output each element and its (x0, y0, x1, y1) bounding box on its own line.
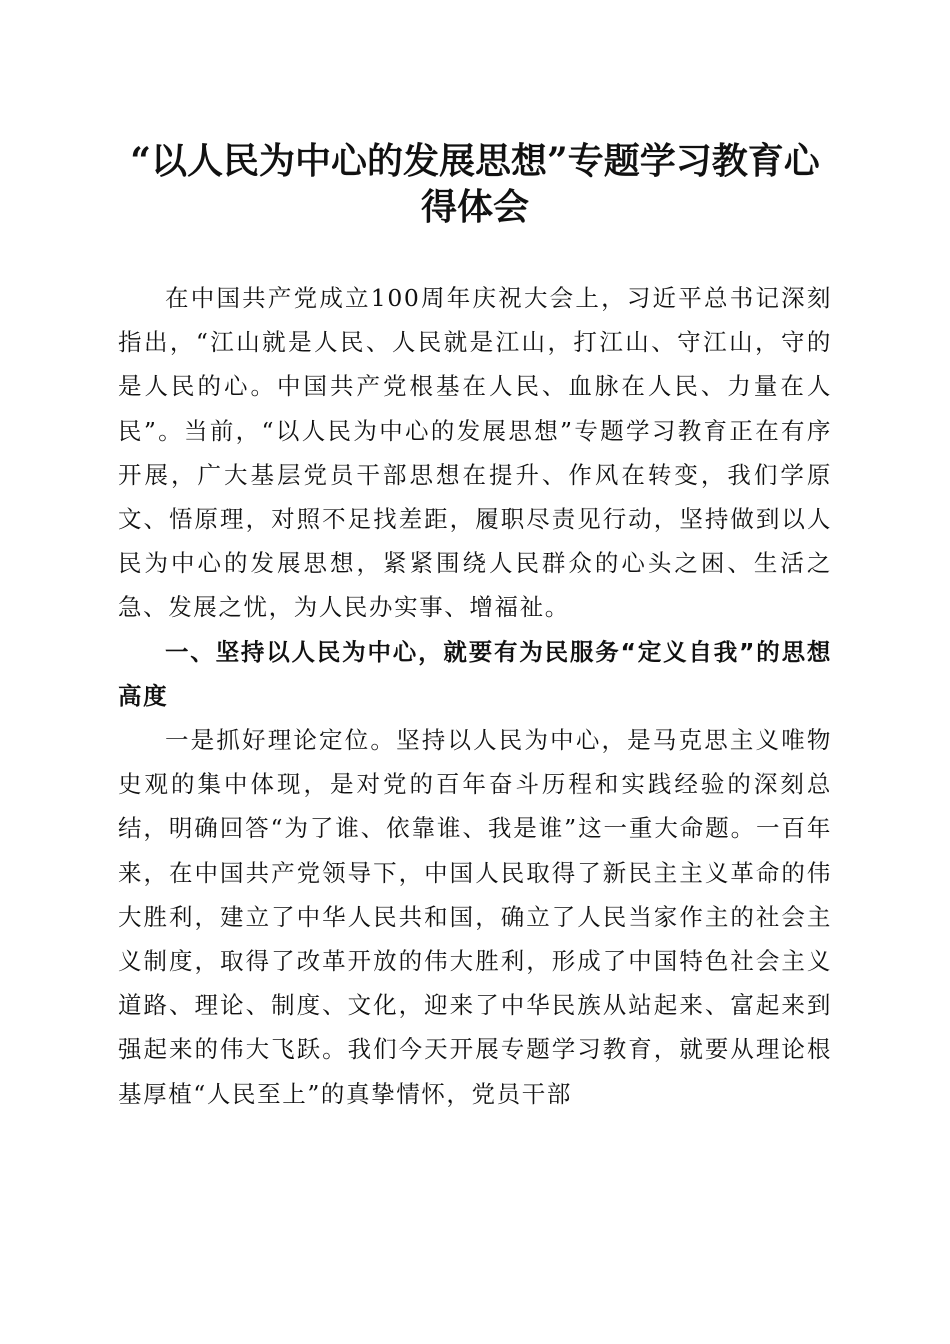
point-lead-1: 一是抓好理论定位。 (165, 726, 397, 755)
document-body (118, 276, 832, 1116)
intro-paragraph: 在中国共产党成立100周年庆祝大会上，习近平总书记深刻指出，“江山就是人民、人民就是江山，打江山、守江山，守的是人民的心。中国共产党根基在人民、血脉在人民、力量在人民”。当前，“以人民为中心的发展思想”专题学习教育正在有序开展，广大基层党员干部思想在提升、作风在转变，我们学原文、悟原理，对照不足找差距，履职尽责见行动，坚持做到以人民为中心的发展思想，紧紧围绕人民群众的心头之困、生活之急、发展之忧，为人民办实事、增福祉。 (118, 284, 832, 622)
section-heading-1: 一、坚持以人民为中心，就要有为民服务“定义自我”的思想高度 (118, 637, 832, 710)
document-title: “以人民为中心的发展思想”专题学习教育心得体会 (130, 140, 820, 228)
point-text-1: 坚持以人民为中心，是马克思主义唯物史观的集中体现，是对党的百年奋斗历程和实践经验的深刻总结，明确回答“为了谁、依靠谁、我是谁”这一重大命题。一百年来，在中国共产党领导下，中国人民取得了新民主主义革命的伟大胜利，建立了中华人民共和国，确立了人民当家作主的社会主义制度，取得了改革开放的伟大胜利，形成了中国特色社会主义道路、理论、制度、文化，迎来了中华民族从站起来、富起来到强起来的伟大飞跃。我们今天开展专题学习教育，就要从理论根基厚植“人民至上”的真挚情怀，党员干部 (118, 726, 833, 1108)
point-paragraph-1 (118, 718, 832, 1116)
